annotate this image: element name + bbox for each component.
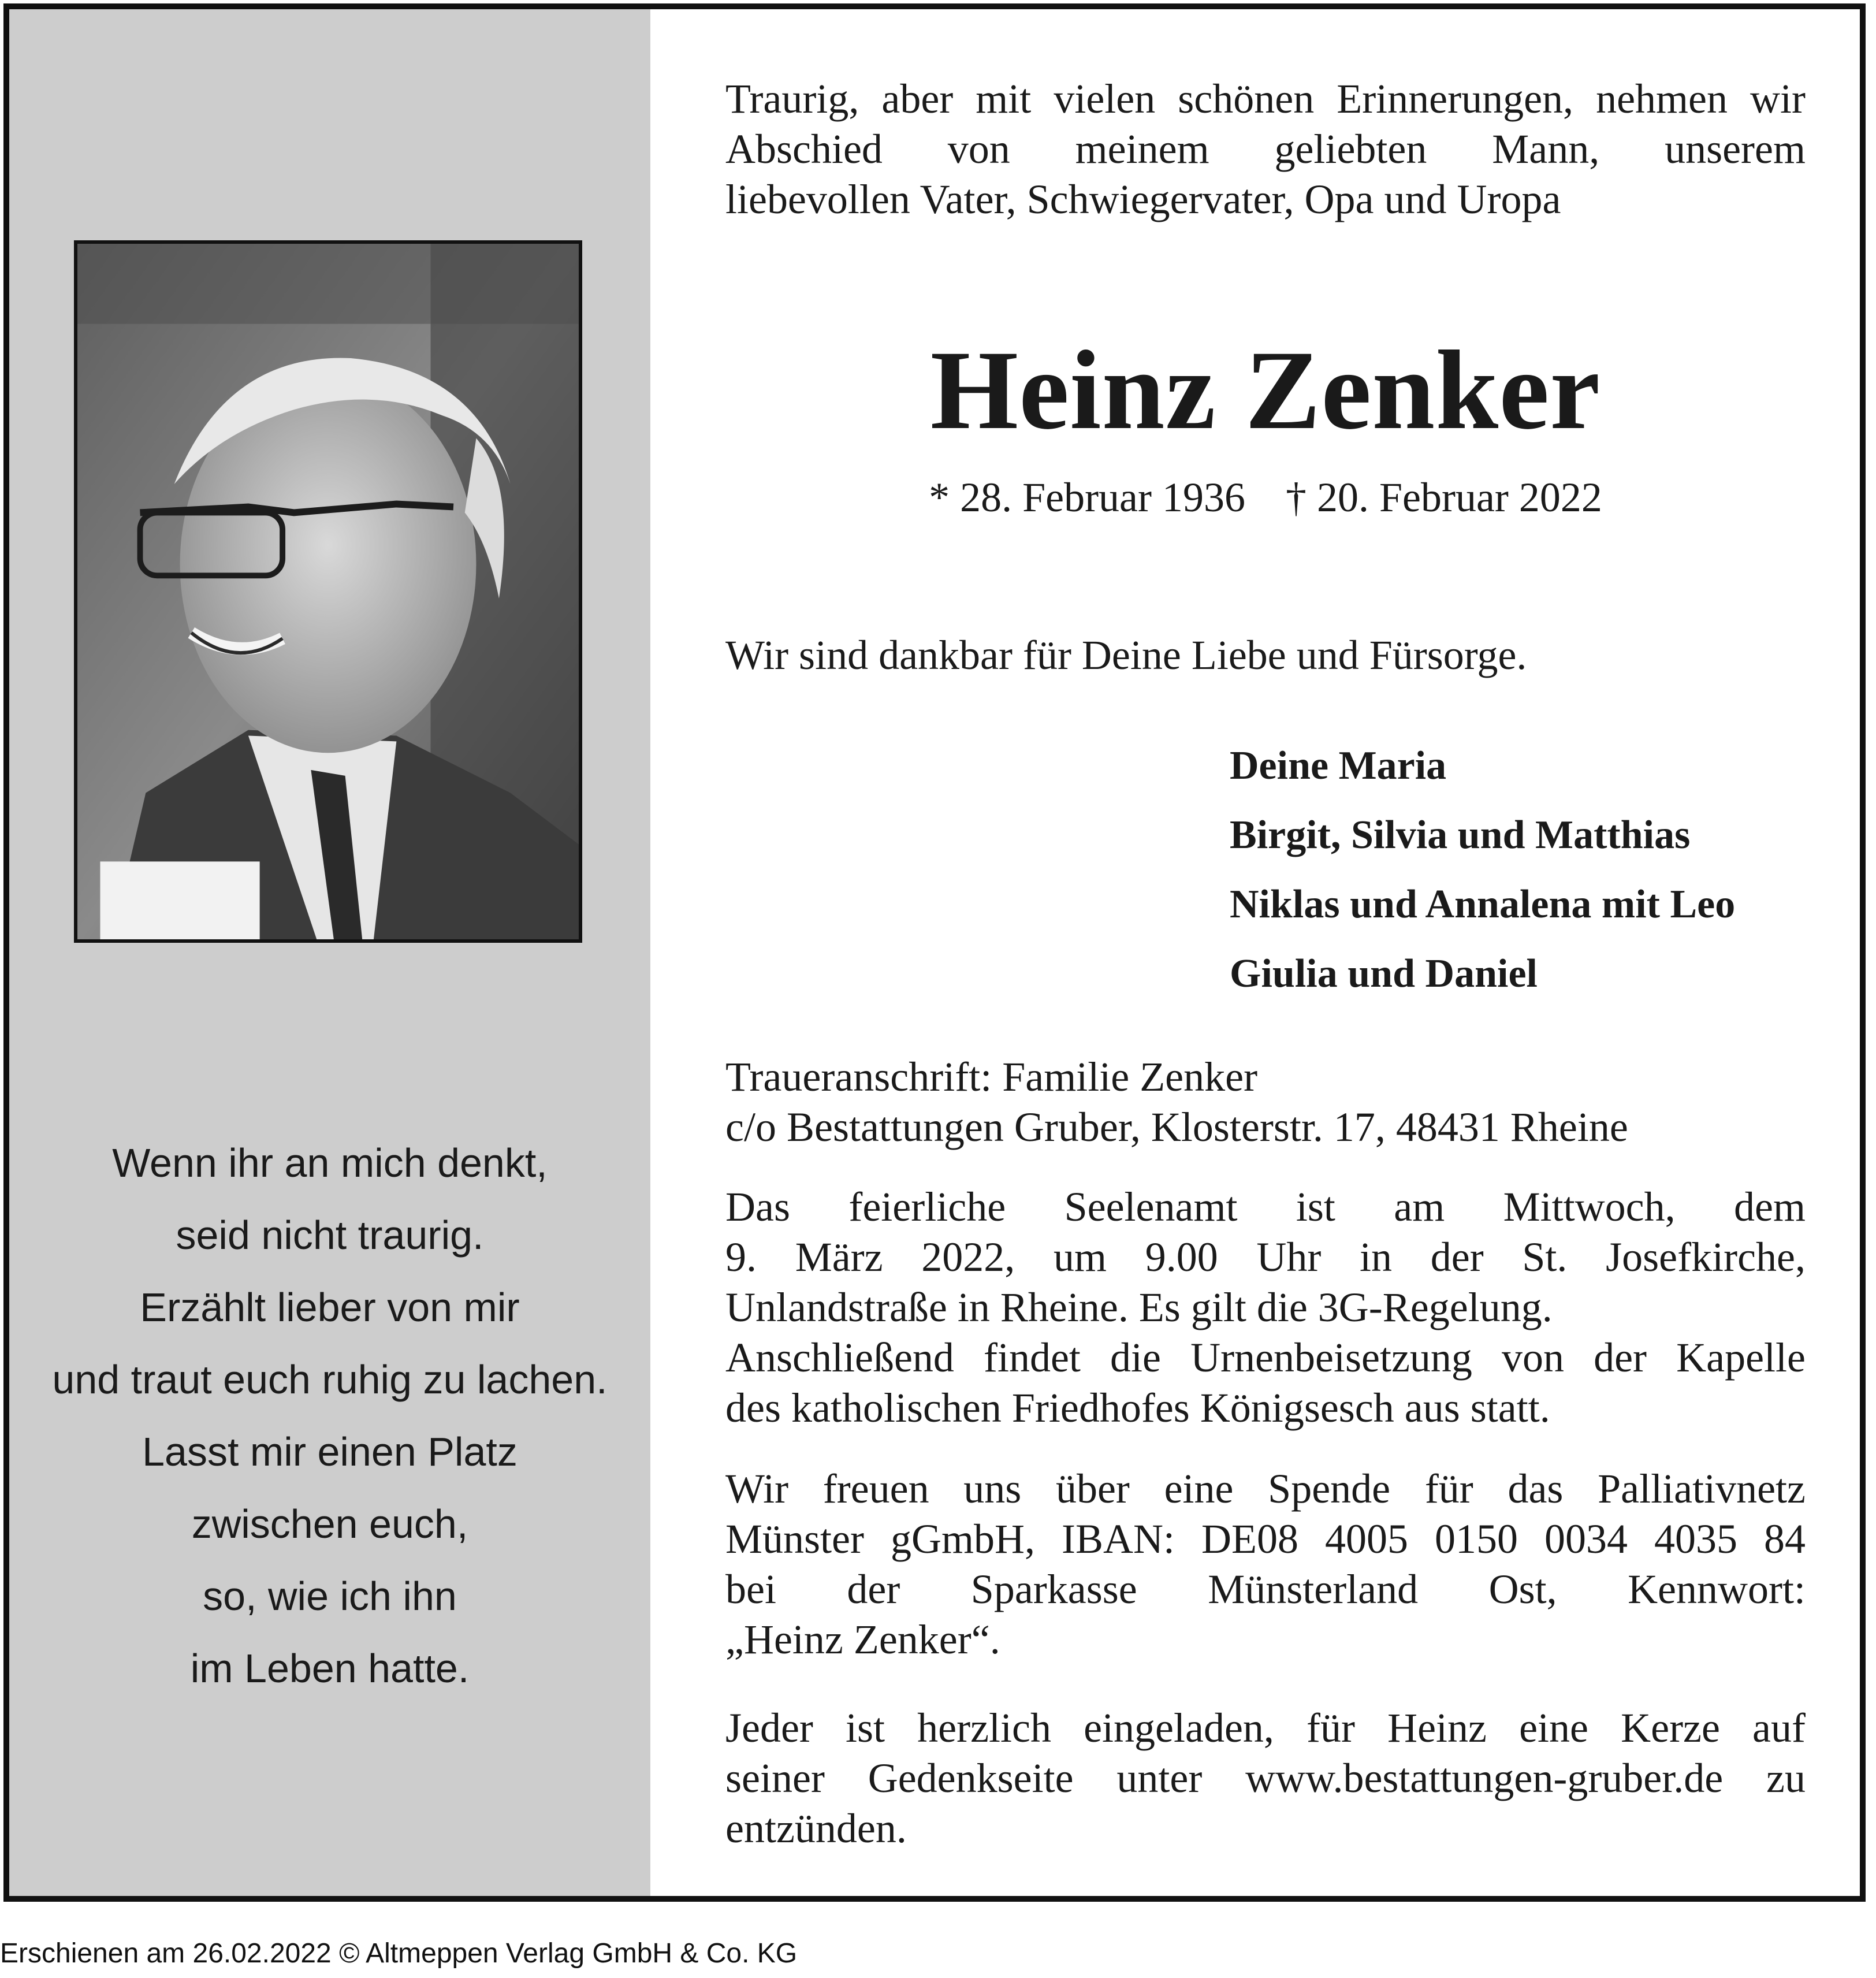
intro-paragraph <box>725 74 1806 225</box>
poem-line: so, wie ich ihn <box>203 1574 457 1619</box>
donation-line: Wir freuen uns über eine Spende für das Palliativnetz <box>725 1466 1806 1512</box>
intro-line: liebevollen Vater, Schwiegervater, Opa und Uropa <box>725 176 1561 222</box>
service-line: Anschließend findet die Urnenbeisetzung von der Kapelle <box>725 1334 1806 1381</box>
portrait-photo <box>74 240 582 943</box>
intro-line: Traurig, aber mit vielen schönen Erinnerungen, nehmen wir <box>725 76 1806 122</box>
candle-paragraph <box>725 1703 1806 1854</box>
donation-paragraph <box>725 1464 1806 1665</box>
poem-line: im Leben hatte. <box>190 1646 470 1691</box>
address-line: Traueranschrift: Familie Zenker <box>725 1054 1258 1100</box>
service-line: Unlandstraße in Rheine. Es gilt die 3G-Regelung. <box>725 1284 1553 1330</box>
poem-line: Erzählt lieber von mir <box>140 1285 520 1330</box>
donation-line: bei der Sparkasse Münsterland Ost, Kennwort: <box>725 1566 1806 1612</box>
mourning-address <box>725 1052 1806 1152</box>
service-paragraph <box>725 1182 1806 1433</box>
life-dates <box>725 471 1806 523</box>
death-date: † 20. Februar 2022 <box>1286 474 1602 520</box>
poem-line: und traut euch ruhig zu lachen. <box>52 1357 608 1402</box>
intro-line: Abschied von meinem geliebten Mann, unserem <box>725 126 1806 172</box>
poem-line: zwischen euch, <box>191 1501 468 1546</box>
signer: Giulia und Daniel <box>1230 951 1538 996</box>
donation-line: Münster gGmbH, IBAN: DE08 4005 0150 0034 4035 84 <box>725 1516 1806 1562</box>
portrait-image <box>77 244 579 939</box>
left-column <box>9 9 650 1896</box>
signer: Birgit, Silvia und Matthias <box>1230 813 1691 857</box>
candle-line: entzünden. <box>725 1805 907 1851</box>
candle-line: Jeder ist herzlich eingeladen, für Heinz eine Kerze auf <box>725 1705 1806 1751</box>
poem-line: seid nicht traurig. <box>176 1213 484 1258</box>
publication-footer: Erschienen am 26.02.2022 © Altmeppen Verlag GmbH & Co. KG <box>0 1938 798 1969</box>
poem <box>9 1127 650 1705</box>
service-line: Das feierliche Seelenamt ist am Mittwoch, dem <box>725 1184 1806 1230</box>
thanks-line: Wir sind dankbar für Deine Liebe und Fürsorge. <box>725 632 1527 678</box>
candle-line: seiner Gedenkseite unter www.bestattungen-gruber.de zu <box>725 1755 1806 1801</box>
signers-list <box>1230 731 1735 1009</box>
donation-line: „Heinz Zenker“. <box>725 1616 1000 1663</box>
signer: Deine Maria <box>1230 743 1447 788</box>
poem-line: Lasst mir einen Platz <box>142 1429 518 1474</box>
service-line: 9. März 2022, um 9.00 Uhr in der St. Josefkirche, <box>725 1234 1806 1280</box>
signer: Niklas und Annalena mit Leo <box>1230 882 1736 927</box>
birth-date: * 28. Februar 1936 <box>929 474 1245 520</box>
service-line: des katholischen Friedhofes Königsesch aus statt. <box>725 1385 1550 1431</box>
poem-line: Wenn ihr an mich denkt, <box>112 1140 548 1185</box>
address-line: c/o Bestattungen Gruber, Klosterstr. 17, 48431 Rheine <box>725 1104 1628 1150</box>
obituary-frame <box>3 3 1866 1902</box>
deceased-name: Heinz Zenker <box>930 328 1601 453</box>
